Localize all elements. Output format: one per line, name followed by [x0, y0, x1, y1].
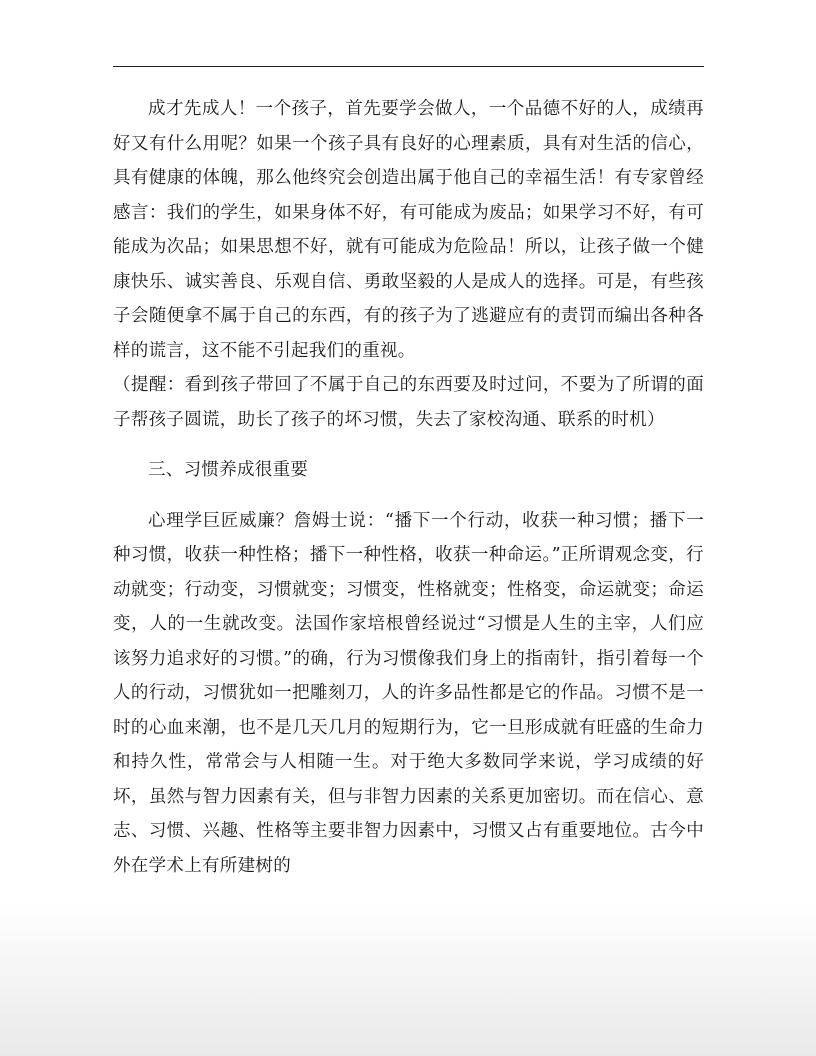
- paragraph-habits: 心理学巨匠威廉？詹姆士说：“播下一个行动，收获一种习惯；播下一种习惯，收获一种性格；播下一种性格，收获一种命运。”正所谓观念变，行动就变；行动变，习惯就变；习惯变，性格就变；性格变，命运就变；命运变，人的一生就改变。法国作家培根曾经说过“习惯是人生的主宰，人们应该努力追求好的习惯。”的确，行为习惯像我们身上的指南针，指引着每一个人的行动，习惯犹如一把雕刻刀，人的许多品性都是它的作品。习惯不是一时的心血来潮，也不是几天几月的短期行为，它一旦形成就有旺盛的生命力和持久性，常常会与人相随一生。对于绝大多数同学来说，学习成绩的好坏，虽然与智力因素有关，但与非智力因素的关系更加密切。而在信心、意志、习惯、兴趣、性格等主要非智力因素中，习惯又占有重要地位。古今中外在学术上有所建树的: [113, 510, 704, 876]
- paragraph-reminder-note: （提醒：看到孩子带回了不属于自己的东西要及时过问，不要为了所谓的面子帮孩子圆谎，助长了孩子的坏习惯，失去了家校沟通、联系的时机）: [113, 375, 704, 430]
- paragraph-character-first: 成才先成人！一个孩子，首先要学会做人，一个品德不好的人，成绩再好又有什么用呢？如果一个孩子具有良好的心理素质，具有对生活的信心，具有健康的体魄，那么他终究会创造出属于他自己的幸福生活！有专家曾经感言：我们的学生，如果身体不好，有可能成为废品；如果学习不好，有可能成为次品；如果思想不好，就有可能成为危险品！所以，让孩子做一个健康快乐、诚实善良、乐观自信、勇敢坚毅的人是成人的选择。可是，有些孩子会随便拿不属于自己的东西，有的孩子为了逃避应有的责罚而编出各种各样的谎言，这不能不引起我们的重视。: [113, 99, 704, 361]
- document-body: [113, 92, 704, 883]
- header-rule: [113, 66, 704, 67]
- section-heading-habits: 三、习惯养成很重要: [148, 460, 309, 480]
